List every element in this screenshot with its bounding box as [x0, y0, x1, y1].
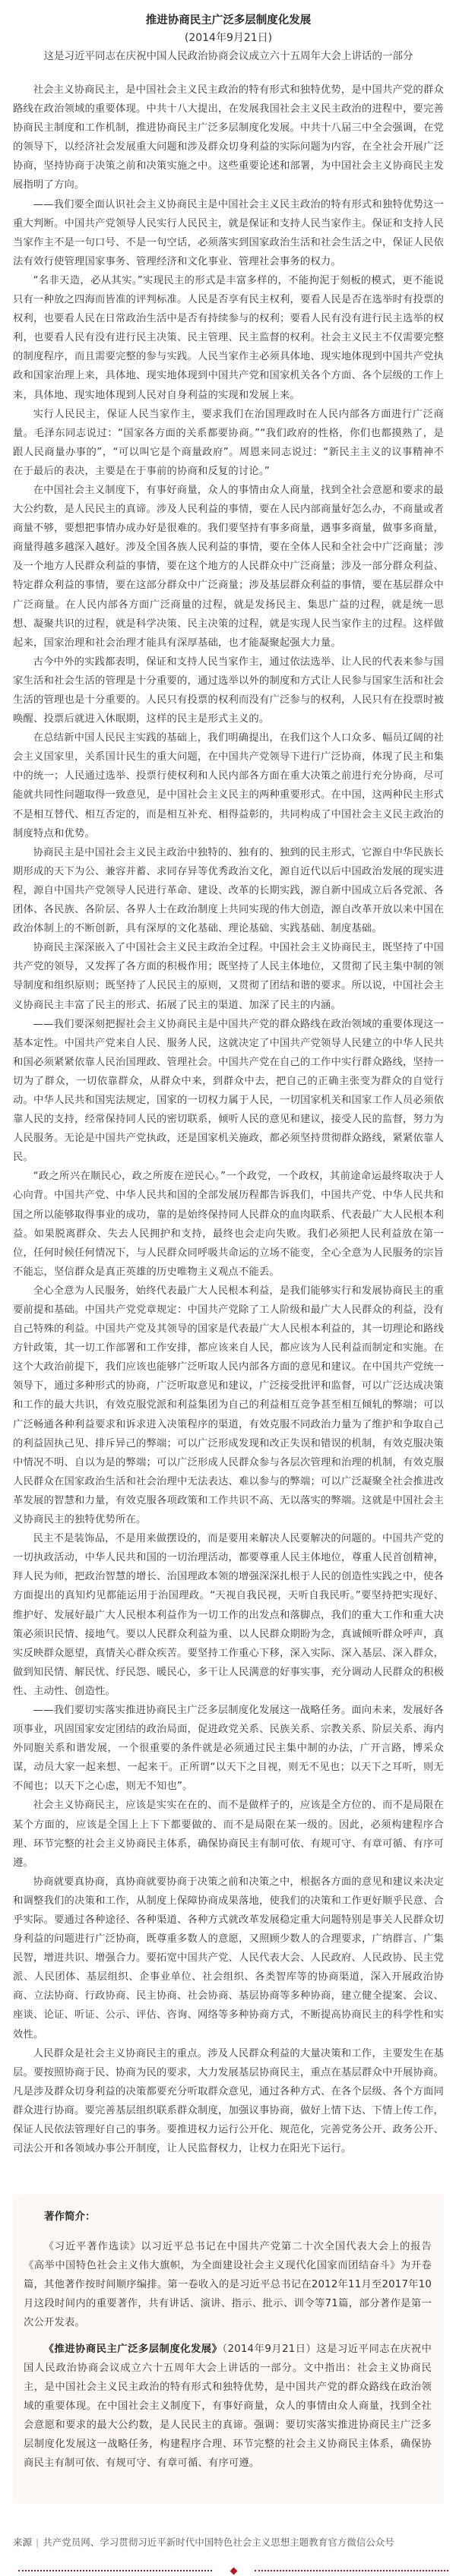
- body-paragraph: 社会主义协商民主，应该是实实在在的、而不是做样子的，应该是全方位的、而不是局限在某个方面的，应该是全国上上下下都要做的、而不是局限在某一级的。因此，必须构建程序合理、环节完整的社会主义协商民主体系，确保协商民主有制可依、有规可守、有章可循、有序可遵。: [13, 1800, 444, 1869]
- body-paragraph: 实行人民民主，保证人民当家作主，要求我们在治国理政时在人民内部各方面进行广泛商量。毛泽东同志说过：“国家各方面的关系都要协商。”“我们政府的性格，你们也都摸熟了，是跟人民商量办事的”，“可以叫它是个商量政府”。周恩来同志说过：“新民主主义的议事精神不在于最后的表决，主要是在于事前的协商和反复的讨论。”: [13, 408, 444, 477]
- body-paragraph: ——我们要切实落实推进协商民主广泛多层制度化发展这一战略任务。面向未来，发展好各项事业，巩固国家安定团结的政治局面，促进政党关系、民族关系、宗教关系、阶层关系、海内外同胞关系和谐发展，一个很重要的条件就是必须通过民主集中制的办法，广开言路，博采众谋，动员大家一起来想、一起来干。正所谓“以天下之目视，则无不见也；以天下之耳听，则无不闻也；以天下之心虑，则无不知也”。: [13, 1704, 444, 1793]
- body-paragraph: “政之所兴在顺民心，政之所废在逆民心。”一个政党，一个政权，其前途命运最终取决于人心向背。中国共产党、中华人民共和国的全部发展历程都告诉我们，中国共产党、中华人民共和国之所以能够取得事业的成功，靠的是始终保持同人民群众的血肉联系、代表最广大人民根本利益。如果脱离群众、失去人民拥护和支持，最终也会走向失败。我们必须把人民利益放在第一位，任何时候任何情况下，与人民群众同呼吸共命运的立场不能变，全心全意为人民服务的宗旨不能忘，坚信群众是真正英雄的历史唯物主义观点不能丢。: [13, 1171, 444, 1278]
- body-paragraph: 在总结新中国人民民主实践的基础上，我们明确提出，在我们这个人口众多、幅员辽阔的社会主义国家里，关系国计民生的重大问题，在中国共产党领导下进行广泛协商，体现了民主和集中的统一；人民通过选举、投票行使权利和人民内部各方面在重大决策之前进行充分协商，尽可能就共同性问题取得一致意见，是中国社会主义民主的两种重要形式。在中国，这两种民主形式不是相互替代、相互否定的，而是相互补充、相得益彰的，共同构成了中国社会主义民主政治的制度特点和优势。: [13, 732, 444, 839]
- article-body: [13, 81, 444, 2158]
- article-intro-summary: （2014年9月21日）这是习近平同志在庆祝中国人民政治协商会议成立六十五周年大会上讲话的一部分。文中指出：社会主义协商民主，是中国社会主义民主政治的特有形式和独特优势，是中国共产党的群众路线在政治领域的重要体现。在中国社会主义制度下，有事好商量，众人的事情由众人商量，找到全社会意愿和要求的最大公约数，是人民民主的真谛。强调：要切实落实推进协商民主广泛多层制度化发展这一战略任务，构建程序合理、环节完整的社会主义协商民主体系，确保协商民主有制可依、有规可守、有章可循、有序可遵。: [24, 2344, 432, 2470]
- intro-heading: 著作简介：: [44, 2211, 96, 2224]
- body-paragraph: ——我们要全面认识社会主义协商民主是中国社会主义民主政治的特有形式和独特优势这一重大判断。中国共产党领导人民实行人民民主，就是保证和支持人民当家作主。保证和支持人民当家作主不是一句口号、不是一句空话，必须落实到国家政治生活和社会生活之中，保证人民依法有效行使管理国家事务、管理经济和文化事业、管理社会事务的权力。: [13, 198, 444, 267]
- body-paragraph: 民主不是装饰品，不是用来做摆设的，而是要用来解决人民要解决的问题的。中国共产党的一切执政活动，中华人民共和国的一切治理活动，都要尊重人民主体地位，尊重人民首创精神，拜人民为师，把政治智慧的增长、治国理政本领的增强深深扎根于人民的创造性实践之中，使各方面提出的真知灼见都能运用于治国理政。“天视自我民视，天听自我民听。”要坚持把实现好、维护好、发展好最广大人民根本利益作为一切工作的出发点和落脚点，我们的重大工作和重大决策必须识民情、接地气。要以人民群众利益为重、以人民群众期盼为念，真诚倾听群众呼声，真实反映群众愿望，真情关心群众疾苦。要坚持工作重心下移，深入实际、深入基层、深入群众，做到知民情、解民忧、纾民怨、暖民心，多干让人民满意的好事实事，充分调动人民群众的积极性、主动性、创造性。: [13, 1533, 444, 1697]
- body-paragraph: 协商民主是中国社会主义民主政治中独特的、独有的、独到的民主形式，它源自中华民族长期形成的天下为公、兼容并蓄、求同存异等优秀政治文化，源自近代以后中国政治发展的现实进程，源自中国共产党领导人民进行革命、建设、改革的长期实践，源自新中国成立后各党派、各团体、各民族、各阶层、各界人士在政治制度上共同实现的伟大创造，源自改革开放以来中国在政治体制上的不断创新，具有深厚的文化基础、理论基础、实践基础、制度基础。: [13, 846, 444, 935]
- diamond-icon: [230, 2567, 237, 2574]
- article-intro-paragraph: [24, 2340, 432, 2473]
- body-paragraph: “名非天造，必从其实。”实现民主的形式是丰富多样的，不能拘泥于刻板的模式，更不能说只有一种放之四海而皆准的评判标准。人民是否享有民主权利，要看人民是否在选举时有投票的权利，也要看人民在日常政治生活中是否有持续参与的权利；要看人民有没有进行民主选举的权利，也要看人民有没有进行民主决策、民主管理、民主监督的权利。社会主义民主不仅需要完整的制度程序，而且需要完整的参与实践。人民当家作主必须具体地、现实地体现到中国共产党执政和国家治理上来，具体地、现实地体现到中国共产党和国家机关各个方面、各个层级的工作上来，具体地、现实地体现到人民对自身利益的实现和发展上来。: [13, 274, 444, 401]
- book-intro-paragraph: 《习近平著作选读》以习近平总书记在中国共产党第二十次全国代表大会上的报告《高举中国特色社会主义伟大旗帜，为全面建设社会主义现代化国家而团结奋斗》为开卷篇，其他著作按时间顺序编排。第一卷收入的是习近平总书记在2012年11月至2017年10月这段时间内的重要著作，共有讲话、演讲、指示、批示、训令等71篇，部分著作是第一次公开发表。: [24, 2241, 432, 2329]
- body-paragraph: 人民群众是社会主义协商民主的重点。涉及人民群众利益的大量决策和工作，主要发生在基层。要按照协商于民、协商为民的要求，大力发展基层协商民主，重点在基层群众中开展协商。凡是涉及群众切身利益的决策都要充分听取群众意见，通过各种方式、在各个层级、各个方面同群众进行协商。要完善基层组织联系群众制度，加强议事协商，做好上情下达、下情上传工作，保证人民依法管理好自己的事务。要推进权力运行公开化、规范化，完善党务公开、政务公开、司法公开和各领域办事公开制度，让人民监督权力，让权力在阳光下运行。: [13, 2047, 444, 2155]
- article-intro-title: 《推进协商民主广泛多层制度化发展》: [43, 2344, 223, 2356]
- body-paragraph: 古今中外的实践都表明，保证和支持人民当家作主，通过依法选举、让人民的代表来参与国家生活和社会生活的管理是十分重要的，通过选举以外的制度和方式让人民参与国家生活和社会生活的管理也是十分重要的。人民只有投票的权利而没有广泛参与的权利，人民只有在投票时被唤醒、投票后就进入休眠期，这样的民主是形式主义的。: [13, 656, 444, 725]
- divider-line-right: [255, 2570, 448, 2571]
- source-line: [13, 2535, 444, 2550]
- divider-line-left: [18, 2570, 212, 2571]
- source-separator: |: [36, 2536, 40, 2549]
- body-paragraph: 在中国社会主义制度下，有事好商量，众人的事情由众人商量，找到全社会意愿和要求的最大公约数，是人民民主的真谛。涉及人民利益的事情，要在人民内部商量好怎么办，不商量或者商量不够，要想把事情办成办好是很难的。我们要坚持有事多商量，遇事多商量，做事多商量，商量得越多越深入越好。涉及全国各族人民利益的事情，要在全体人民和全社会中广泛商量；涉及一个地方人民群众利益的事情，要在这个地方的人民群众中广泛商量；涉及一部分群众利益、特定群众利益的事情，要在这部分群众中广泛商量；涉及基层群众利益的事情，要在基层群众中广泛商量。在人民内部各方面广泛商量的过程，就是发扬民主、集思广益的过程，就是统一思想、凝聚共识的过程，就是科学决策、民主决策的过程，就是实现人民当家作主的过程。这样做起来，国家治理和社会治理才能具有深厚基础，也才能凝聚起强大力量。: [13, 484, 444, 649]
- source-label: 来源: [13, 2536, 33, 2549]
- footer-divider: [18, 2565, 448, 2576]
- article-date: (2014年9月21日): [184, 32, 273, 44]
- book-intro-box: [13, 2195, 444, 2503]
- body-paragraph: ——我们要深刻把握社会主义协商民主是中国共产党的群众路线在政治领域的重要体现这一基本定性。中国共产党来自人民、服务人民，这就决定了中国共产党领导人民建立的中华人民共和国必须紧紧依靠人民治国理政、管理社会。中国共产党在自己的工作中实行群众路线，坚持一切为了群众，一切依靠群众，从群众中来，到群众中去，把自己的正确主张变为群众的自觉行动。中华人民共和国宪法规定，国家的一切权力属于人民，一切国家机关和国家工作人员必须依靠人民的支持，经常保持同人民的密切联系，倾听人民的意见和建议，接受人民的监督，努力为人民服务。无论是中国共产党执政，还是国家机关施政，都必须坚持贯彻群众路线，紧紧依靠人民。: [13, 1018, 444, 1164]
- body-paragraph: 协商就要真协商，真协商就要协商于决策之前和决策之中，根据各方面的意见和建议来决定和调整我们的决策和工作，从制度上保障协商成果落地，使我们的决策和工作更好顺乎民意、合乎实际。要通过各种途径、各种渠道、各种方式就改革发展稳定重大问题特别是事关人民群众切身利益的问题进行广泛协商，既尊重多数人的意愿，又照顾少数人的合理要求，广纳群言、广集民智，增进共识、增强合力。要拓宽中国共产党、人民代表大会、人民政府、人民政协、民主党派、人民团体、基层组织、企事业单位、社会组织、各类智库等的协商渠道，深入开展政治协商、立法协商、行政协商、民主协商、社会协商、基层协商等多种协商，建立健全提案、会议、座谈、论证、听证、公示、评估、咨询、网络等多种协商方式，不断提高协商民主的科学性和实效性。: [13, 1876, 444, 2040]
- body-paragraph: 社会主义协商民主，是中国社会主义民主政治的特有形式和独特优势，是中国共产党的群众路线在政治领域的重要体现。中共十八大提出，在发展我国社会主义民主政治的进程中，要完善协商民主制度和工作机制，推进协商民主广泛多层制度化发展。中共十八届三中全会强调，在党的领导下，以经济社会发展重大问题和涉及群众切身利益的实际问题为内容，在全社会开展广泛协商，坚持协商于决策之前和决策实施之中。这些重要论述和部署，为中国社会主义协商民主发展指明了方向。: [13, 84, 444, 191]
- article-subtitle: 这是习近平同志在庆祝中国人民政治协商会议成立六十五周年大会上讲话的一部分: [43, 50, 413, 62]
- source-text: 共产党员网、学习贯彻习近平新时代中国特色社会主义思想主题教育官方微信公众号: [43, 2536, 394, 2549]
- article-title: 推进协商民主广泛多层制度化发展: [145, 14, 312, 27]
- body-paragraph: 全心全意为人民服务，始终代表最广大人民根本利益，是我们能够实行和发展协商民主的重要前提和基础。中国共产党党章规定：中国共产党除了工人阶级和最广大人民群众的利益，没有自己特殊的利益。中国共产党及其领导的国家是代表最广大人民根本利益的，其一切理论和路线方针政策，其一切工作部署和工作安排，都应该来自人民，都应该为人民利益而制定和实施。在这个大政治前提下，我们应该也能够广泛听取人民内部各方面的意见和建议。在中国共产党统一领导下，通过多种形式的协商，广泛听取意见和建议，广泛接受批评和监督，可以广泛达成决策和工作的最大共识，有效克服党派和利益集团为自己的利益相互竞争甚至相互倾轧的弊端；可以广泛畅通各种利益要求和诉求进入决策程序的渠道，有效克服不同政治力量为了维护和争取自己的利益固执己见、排斥异己的弊端；可以广泛形成发现和改正失误和错误的机制，有效克服决策中情况不明、自以为是的弊端；可以广泛形成人民群众参与各层次管理和治理的机制，有效克服人民群众在国家政治生活和社会治理中无法表达、难以参与的弊端；可以广泛凝聚全社会推进改革发展的智慧和力量，有效克服各项政策和工作共识不高、无以落实的弊端。这就是中国社会主义协商民主的独特优势所在。: [13, 1285, 444, 1526]
- body-paragraph: 协商民主深深嵌入了中国社会主义民主政治全过程。中国社会主义协商民主，既坚持了中国共产党的领导，又发挥了各方面的积极作用；既坚持了人民主体地位，又贯彻了民主集中制的领导制度和组织原则；既坚持了人民民主的原则，又贯彻了团结和谐的要求。所以说，中国社会主义协商民主丰富了民主的形式、拓展了民主的渠道、加深了民主的内涵。: [13, 942, 444, 1011]
